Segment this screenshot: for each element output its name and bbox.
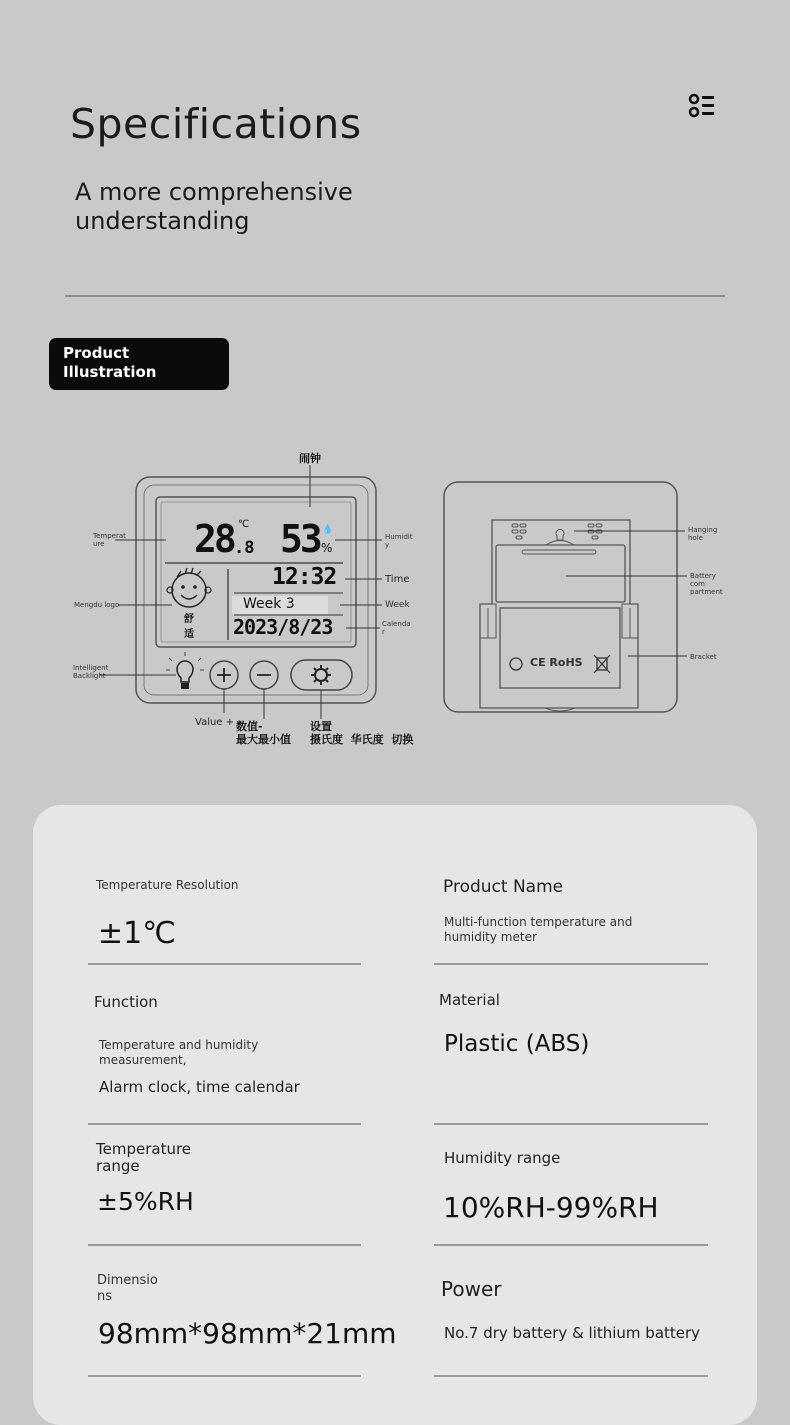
- material-label: Material: [439, 991, 500, 1009]
- divider: [434, 963, 708, 965]
- power-value: No.7 dry battery & lithium battery: [444, 1324, 701, 1342]
- function-value-1: Temperature and humidity measurement,: [99, 1038, 259, 1067]
- temperature-unit: ℃: [238, 519, 250, 530]
- temp-range-label: Temperature range: [96, 1140, 192, 1175]
- recycle-icon: [510, 658, 522, 670]
- divider: [434, 1123, 708, 1125]
- back-device-illustration: [440, 478, 740, 718]
- temperature-display: 28: [194, 517, 234, 561]
- label-calendar: Calenda r: [382, 620, 411, 636]
- humidity-range-label: Humidity range: [444, 1149, 561, 1167]
- specs-panel: [33, 805, 757, 1425]
- label-week: Week: [385, 600, 410, 610]
- product-name-value: Multi-function temperature and humidity meter: [444, 915, 633, 944]
- temperature-decimal: .8: [234, 538, 255, 558]
- label-value-plus: Value +: [195, 717, 235, 728]
- time-display: 12:32: [272, 564, 337, 590]
- comfort-char-1: 舒: [184, 614, 194, 625]
- material-value: Plastic (ABS): [444, 1031, 590, 1057]
- temp-resolution-label: Temperature Resolution: [96, 878, 239, 892]
- divider: [434, 1244, 708, 1246]
- label-value-minus-1: 数值-: [236, 720, 263, 733]
- label-setting-1: 设置: [310, 720, 332, 733]
- dimensions-label: Dimensio ns: [97, 1273, 158, 1304]
- temp-resolution-value: ±1℃: [98, 916, 176, 951]
- label-logo: Mengdu logo: [74, 601, 120, 609]
- page-subtitle: A more comprehensive understanding: [75, 178, 353, 235]
- label-time: Time: [385, 574, 410, 585]
- divider: [88, 963, 361, 965]
- divider: [434, 1375, 708, 1377]
- week-display: Week 3: [243, 596, 295, 612]
- date-display: 2023/8/23: [233, 615, 333, 639]
- temp-range-value: ±5%RH: [97, 1187, 194, 1216]
- comfort-char-2: 适: [184, 629, 194, 640]
- label-battery: Battery com partment: [690, 572, 723, 596]
- product-name-label: Product Name: [443, 877, 564, 897]
- label-setting-2: 摄氏度 华氏度 切换: [310, 733, 414, 746]
- dimensions-value: 98mm*98mm*21mm: [98, 1317, 397, 1350]
- page-title: Specifications: [70, 100, 362, 148]
- label-value-minus-2: 最大最小值: [236, 733, 291, 746]
- label-temperature: Temperat ure: [93, 532, 126, 548]
- product-illustration-badge: Product Illustration: [49, 338, 229, 390]
- power-label: Power: [441, 1277, 502, 1301]
- label-bracket: Bracket: [690, 653, 717, 661]
- humidity-unit: %: [321, 541, 333, 555]
- divider: [88, 1123, 361, 1125]
- function-label: Function: [94, 993, 158, 1011]
- label-backlight: Intelligent Backlight: [73, 664, 109, 680]
- droplet-icon: 💧: [322, 525, 334, 535]
- header-divider: [65, 295, 725, 297]
- divider: [88, 1244, 361, 1246]
- cert-marks: CE RoHS: [530, 656, 583, 669]
- humidity-range-value: 10%RH-99%RH: [443, 1191, 659, 1224]
- humidity-display: 53: [280, 517, 320, 561]
- menu-icon[interactable]: [688, 92, 716, 120]
- label-alarm: 闹钟: [299, 452, 321, 465]
- label-humidity: Humidit y: [385, 533, 413, 549]
- function-value-2: Alarm clock, time calendar: [99, 1078, 300, 1096]
- label-hanging-hole: Hanging hole: [688, 526, 718, 542]
- divider: [88, 1375, 361, 1377]
